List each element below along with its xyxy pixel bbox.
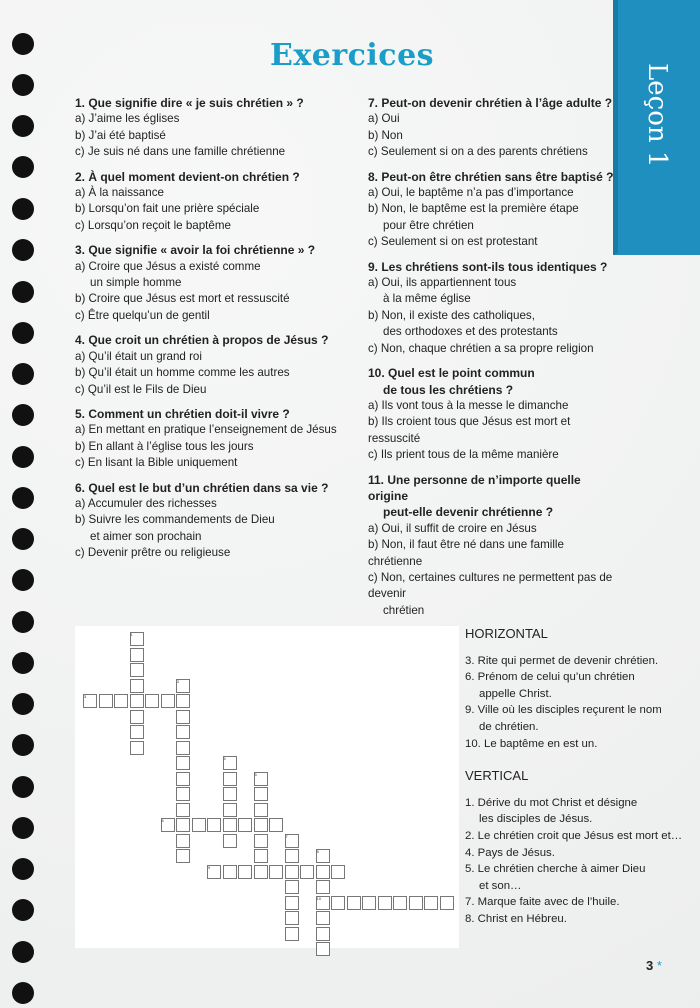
answer-option[interactable]: à la même église	[383, 292, 471, 306]
question-title: 10. Quel est le point commun	[368, 366, 535, 381]
binder-hole	[12, 858, 34, 880]
crossword-cell[interactable]	[316, 942, 330, 956]
clue-line: 10. Le baptême en est un.	[465, 737, 598, 750]
question	[75, 332, 365, 398]
answer-option[interactable]: b) En allant à l’église tous les jours	[75, 439, 254, 453]
crossword-cell[interactable]	[176, 818, 190, 832]
crossword-cell[interactable]	[130, 663, 144, 677]
crossword-cell[interactable]	[254, 834, 268, 848]
crossword-cell[interactable]	[254, 803, 268, 817]
crossword-number: 3	[84, 694, 87, 699]
crossword-cell[interactable]	[285, 880, 299, 894]
question-title: 8. Peut-on être chrétien sans être baptisé ?	[368, 169, 614, 184]
question	[75, 169, 365, 235]
question-title: 7. Peut-on devenir chrétien à l’âge adulte ?	[368, 96, 613, 110]
crossword-number: 4	[223, 756, 226, 761]
crossword-cell[interactable]	[254, 865, 268, 879]
crossword-cell[interactable]	[393, 896, 407, 910]
binder-hole	[12, 941, 34, 963]
clue	[465, 669, 685, 702]
answer-option[interactable]: c) Je suis né dans une famille chrétienne	[75, 145, 286, 159]
answer-option[interactable]: a) Oui, le baptême n’a pas d’importance	[368, 186, 574, 200]
question-title: 9. Les chrétiens sont-ils tous identiques ?	[368, 259, 608, 274]
clue-line: 2. Le chrétien croit que Jésus est mort et…	[465, 829, 683, 842]
binder-hole	[12, 322, 34, 344]
answer-option[interactable]: a) En mettant en pratique l’enseignement de Jésus	[75, 423, 337, 437]
horizontal-clues	[465, 653, 685, 753]
crossword-cell[interactable]	[176, 694, 190, 708]
crossword-cell[interactable]	[130, 710, 144, 724]
crossword-cell[interactable]	[331, 896, 345, 910]
answer-option[interactable]: b) Non, il faut être né dans une famille chrétienne	[368, 538, 564, 568]
clue	[465, 702, 685, 735]
crossword-cell[interactable]	[285, 849, 299, 863]
crossword-cell[interactable]	[176, 834, 190, 848]
answer-option[interactable]: c) Non, certaines cultures ne permettent pas de devenir	[368, 570, 613, 601]
binder-hole	[12, 33, 34, 55]
question-title: 6. Quel est le but d’un chrétien dans sa vie ?	[75, 480, 329, 495]
clue-line: 6. Prénom de celui qu’un chrétien	[465, 671, 635, 684]
binder-hole	[12, 611, 34, 633]
binder-hole	[12, 734, 34, 756]
crossword-cell[interactable]	[223, 772, 237, 786]
binder-hole	[12, 652, 34, 674]
answer-option[interactable]: c) Non, chaque chrétien a sa propre religion	[368, 341, 594, 355]
binder-holes	[12, 0, 38, 1008]
crossword-cell[interactable]	[238, 818, 252, 832]
question	[75, 480, 365, 562]
crossword-number: 8	[316, 849, 319, 854]
crossword-cell[interactable]	[223, 818, 237, 832]
clue-line: de chrétien.	[479, 720, 539, 733]
question-title: 2. À quel moment devient-on chrétien ?	[75, 169, 300, 184]
clue-line: appelle Christ.	[479, 687, 552, 700]
clue-line: 5. Le chrétien cherche à aimer Dieu	[465, 863, 646, 876]
crossword-cell[interactable]	[285, 896, 299, 910]
crossword-cell[interactable]	[238, 865, 252, 879]
crossword-number: 9	[208, 864, 211, 870]
question	[368, 365, 618, 463]
question-title: 5. Comment un chrétien doit-il vivre ?	[75, 406, 290, 421]
binder-hole	[12, 982, 34, 1004]
crossword-cell[interactable]	[440, 896, 454, 910]
binder-hole	[12, 156, 34, 178]
answer-option[interactable]: c) Ils prient tous de la même manière	[368, 448, 559, 462]
question	[75, 406, 365, 472]
answer-option[interactable]: et aimer son prochain	[90, 529, 202, 543]
binder-hole	[12, 528, 34, 550]
crossword-cell[interactable]	[99, 694, 113, 708]
crossword-cell[interactable]	[223, 834, 237, 848]
clue	[465, 653, 685, 670]
question-title: de tous les chrétiens ?	[383, 382, 514, 397]
binder-hole	[12, 693, 34, 715]
clue-line: et son…	[479, 879, 522, 892]
clue	[465, 861, 685, 894]
binder-hole	[12, 198, 34, 220]
crossword-cell[interactable]	[424, 896, 438, 910]
crossword-cell[interactable]	[176, 787, 190, 801]
crossword-cell[interactable]	[316, 880, 330, 894]
crossword-cell[interactable]	[114, 694, 128, 708]
binder-hole	[12, 74, 34, 96]
crossword-cell[interactable]	[347, 896, 361, 910]
answer-option[interactable]: b) Suivre les commandements de Dieu	[75, 513, 275, 527]
clue-line: 4. Pays de Jésus.	[465, 846, 555, 859]
question-title: 11. Une personne de n’importe quelle origine	[368, 472, 581, 503]
answer-option[interactable]: pour être chrétien	[383, 218, 474, 232]
question	[368, 95, 618, 161]
binder-hole	[12, 404, 34, 426]
binder-hole	[12, 817, 34, 839]
clue-line: 9. Ville où les disciples reçurent le nom	[465, 704, 662, 717]
crossword-cell[interactable]	[316, 911, 330, 925]
question	[368, 472, 618, 620]
binder-hole	[12, 899, 34, 921]
clue	[465, 911, 685, 928]
crossword-cell[interactable]	[254, 849, 268, 863]
binder-hole	[12, 239, 34, 261]
answer-option[interactable]: b) Ils croient tous que Jésus est mort et ressuscité	[368, 415, 571, 445]
question	[368, 169, 618, 251]
answer-option[interactable]: c) Être quelqu’un de gentil	[75, 308, 210, 322]
page-number-text: 3	[646, 958, 654, 973]
answer-option[interactable]: un simple homme	[90, 276, 182, 290]
answer-option[interactable]: c) Lorsqu’on reçoit le baptême	[75, 218, 231, 232]
answer-option[interactable]: b) Qu’il était un homme comme les autres	[75, 366, 290, 380]
question	[75, 242, 365, 324]
crossword-number: 7	[285, 833, 288, 839]
crossword-grid[interactable]	[75, 626, 459, 948]
answer-option[interactable]: c) En lisant la Bible uniquement	[75, 456, 238, 470]
answer-option[interactable]: b) Croire que Jésus est mort et ressuscité	[75, 292, 290, 306]
answer-option[interactable]: c) Qu’il est le Fils de Dieu	[75, 382, 207, 396]
crossword-cell[interactable]	[331, 865, 345, 879]
lesson-label: Leçon 1	[642, 62, 672, 168]
binder-hole	[12, 446, 34, 468]
crossword-number: 5	[254, 771, 257, 777]
clue	[465, 828, 685, 845]
crossword-clues	[465, 626, 685, 928]
answer-option[interactable]: c) Seulement si on a des parents chrétiens	[368, 145, 588, 159]
answer-option[interactable]: a) Oui, ils appartiennent tous	[368, 276, 517, 290]
binder-hole	[12, 281, 34, 303]
answer-option[interactable]: chrétien	[383, 603, 425, 617]
clue	[465, 894, 685, 911]
crossword-cell[interactable]	[316, 865, 330, 879]
crossword-cell[interactable]	[130, 694, 144, 708]
crossword-cell[interactable]	[285, 911, 299, 925]
crossword-cell[interactable]	[145, 694, 159, 708]
crossword-cell[interactable]	[176, 803, 190, 817]
crossword-cell[interactable]	[362, 896, 376, 910]
crossword-cell[interactable]	[161, 694, 175, 708]
horizontal-heading: HORIZONTAL	[465, 626, 548, 641]
answer-option[interactable]: c) Devenir prêtre ou religieuse	[75, 546, 231, 560]
crossword-cell[interactable]	[176, 741, 190, 755]
binder-hole	[12, 569, 34, 591]
crossword-cell[interactable]	[130, 725, 144, 739]
crossword-cell[interactable]	[223, 865, 237, 879]
answer-option[interactable]: a) Qu’il était un grand roi	[75, 349, 202, 363]
crossword-cell[interactable]	[130, 679, 144, 693]
question-title: 4. Que croit un chrétien à propos de Jésus ?	[75, 333, 329, 348]
crossword-cell[interactable]	[223, 787, 237, 801]
question-title: 1. Que signifie dire « je suis chrétien » ?	[75, 96, 304, 110]
crossword-number: 2	[177, 678, 180, 684]
crossword-cell[interactable]	[176, 849, 190, 863]
question	[75, 95, 365, 161]
crossword-cell[interactable]	[130, 741, 144, 755]
questions-column-right	[368, 95, 618, 627]
crossword-number: 10	[316, 895, 321, 901]
question-title: peut-elle devenir chrétienne ?	[383, 505, 554, 520]
page-number	[646, 958, 662, 973]
clue-line: 1. Dérive du mot Christ et désigne	[465, 796, 638, 809]
binder-hole	[12, 115, 34, 137]
clue-line: 3. Rite qui permet de devenir chrétien.	[465, 654, 659, 667]
question	[368, 259, 618, 357]
crossword-cell[interactable]	[192, 818, 206, 832]
crossword-cell[interactable]	[176, 725, 190, 739]
answer-option[interactable]: b) Non, le baptême est la première étape	[368, 202, 579, 216]
crossword-cell[interactable]	[176, 772, 190, 786]
crossword-cell[interactable]	[176, 710, 190, 724]
clue-line: les disciples de Jésus.	[479, 813, 593, 826]
crossword-number: 1	[130, 632, 133, 637]
answer-option[interactable]: des orthodoxes et des protestants	[383, 325, 558, 339]
crossword-cell[interactable]	[316, 927, 330, 941]
answer-option[interactable]: a) J’aime les églises	[75, 112, 180, 126]
crossword-cell[interactable]	[223, 803, 237, 817]
answer-option[interactable]: a) Oui	[368, 112, 400, 126]
answer-option[interactable]: a) À la naissance	[75, 186, 164, 200]
clue-line: 7. Marque faite avec de l’huile.	[465, 896, 620, 909]
clue-line: 8. Christ en Hébreu.	[465, 912, 567, 925]
vertical-heading: VERTICAL	[465, 768, 529, 784]
binder-hole	[12, 776, 34, 798]
binder-hole	[12, 363, 34, 385]
answer-option[interactable]: b) Non	[368, 128, 403, 142]
crossword-cell[interactable]	[285, 865, 299, 879]
crossword-cell[interactable]	[130, 648, 144, 662]
crossword-cell[interactable]	[254, 787, 268, 801]
answer-option[interactable]: a) Oui, il suffit de croire en Jésus	[368, 521, 537, 535]
question-title: 3. Que signifie « avoir la foi chrétienne » ?	[75, 243, 316, 258]
page-title: Exercices	[270, 38, 435, 73]
answer-option[interactable]: c) Seulement si on est protestant	[368, 235, 538, 249]
answer-option[interactable]: b) Non, il existe des catholiques,	[368, 308, 535, 322]
crossword-cell[interactable]	[409, 896, 423, 910]
crossword-cell[interactable]	[269, 865, 283, 879]
answer-option[interactable]: a) Ils vont tous à la messe le dimanche	[368, 398, 569, 412]
vertical-clues	[465, 795, 685, 928]
answer-option[interactable]: a) Croire que Jésus a existé comme	[75, 259, 261, 273]
crossword-cell[interactable]	[378, 896, 392, 910]
answer-option[interactable]: a) Accumuler des richesses	[75, 496, 217, 510]
binder-hole	[12, 487, 34, 509]
crossword-number: 6	[161, 818, 164, 823]
answer-option[interactable]: b) Lorsqu’on fait une prière spéciale	[75, 202, 260, 216]
clue	[465, 845, 685, 862]
crossword-cell[interactable]	[285, 927, 299, 941]
crossword-cell[interactable]	[207, 818, 221, 832]
answer-option[interactable]: b) J’ai été baptisé	[75, 128, 166, 142]
clue	[465, 795, 685, 828]
crossword-cell[interactable]	[254, 818, 268, 832]
crossword-cell[interactable]	[176, 756, 190, 770]
clue	[465, 736, 685, 753]
crossword-cell[interactable]	[300, 865, 314, 879]
questions-column-left	[75, 95, 365, 570]
crossword-cell[interactable]	[269, 818, 283, 832]
star-icon: *	[656, 958, 662, 973]
